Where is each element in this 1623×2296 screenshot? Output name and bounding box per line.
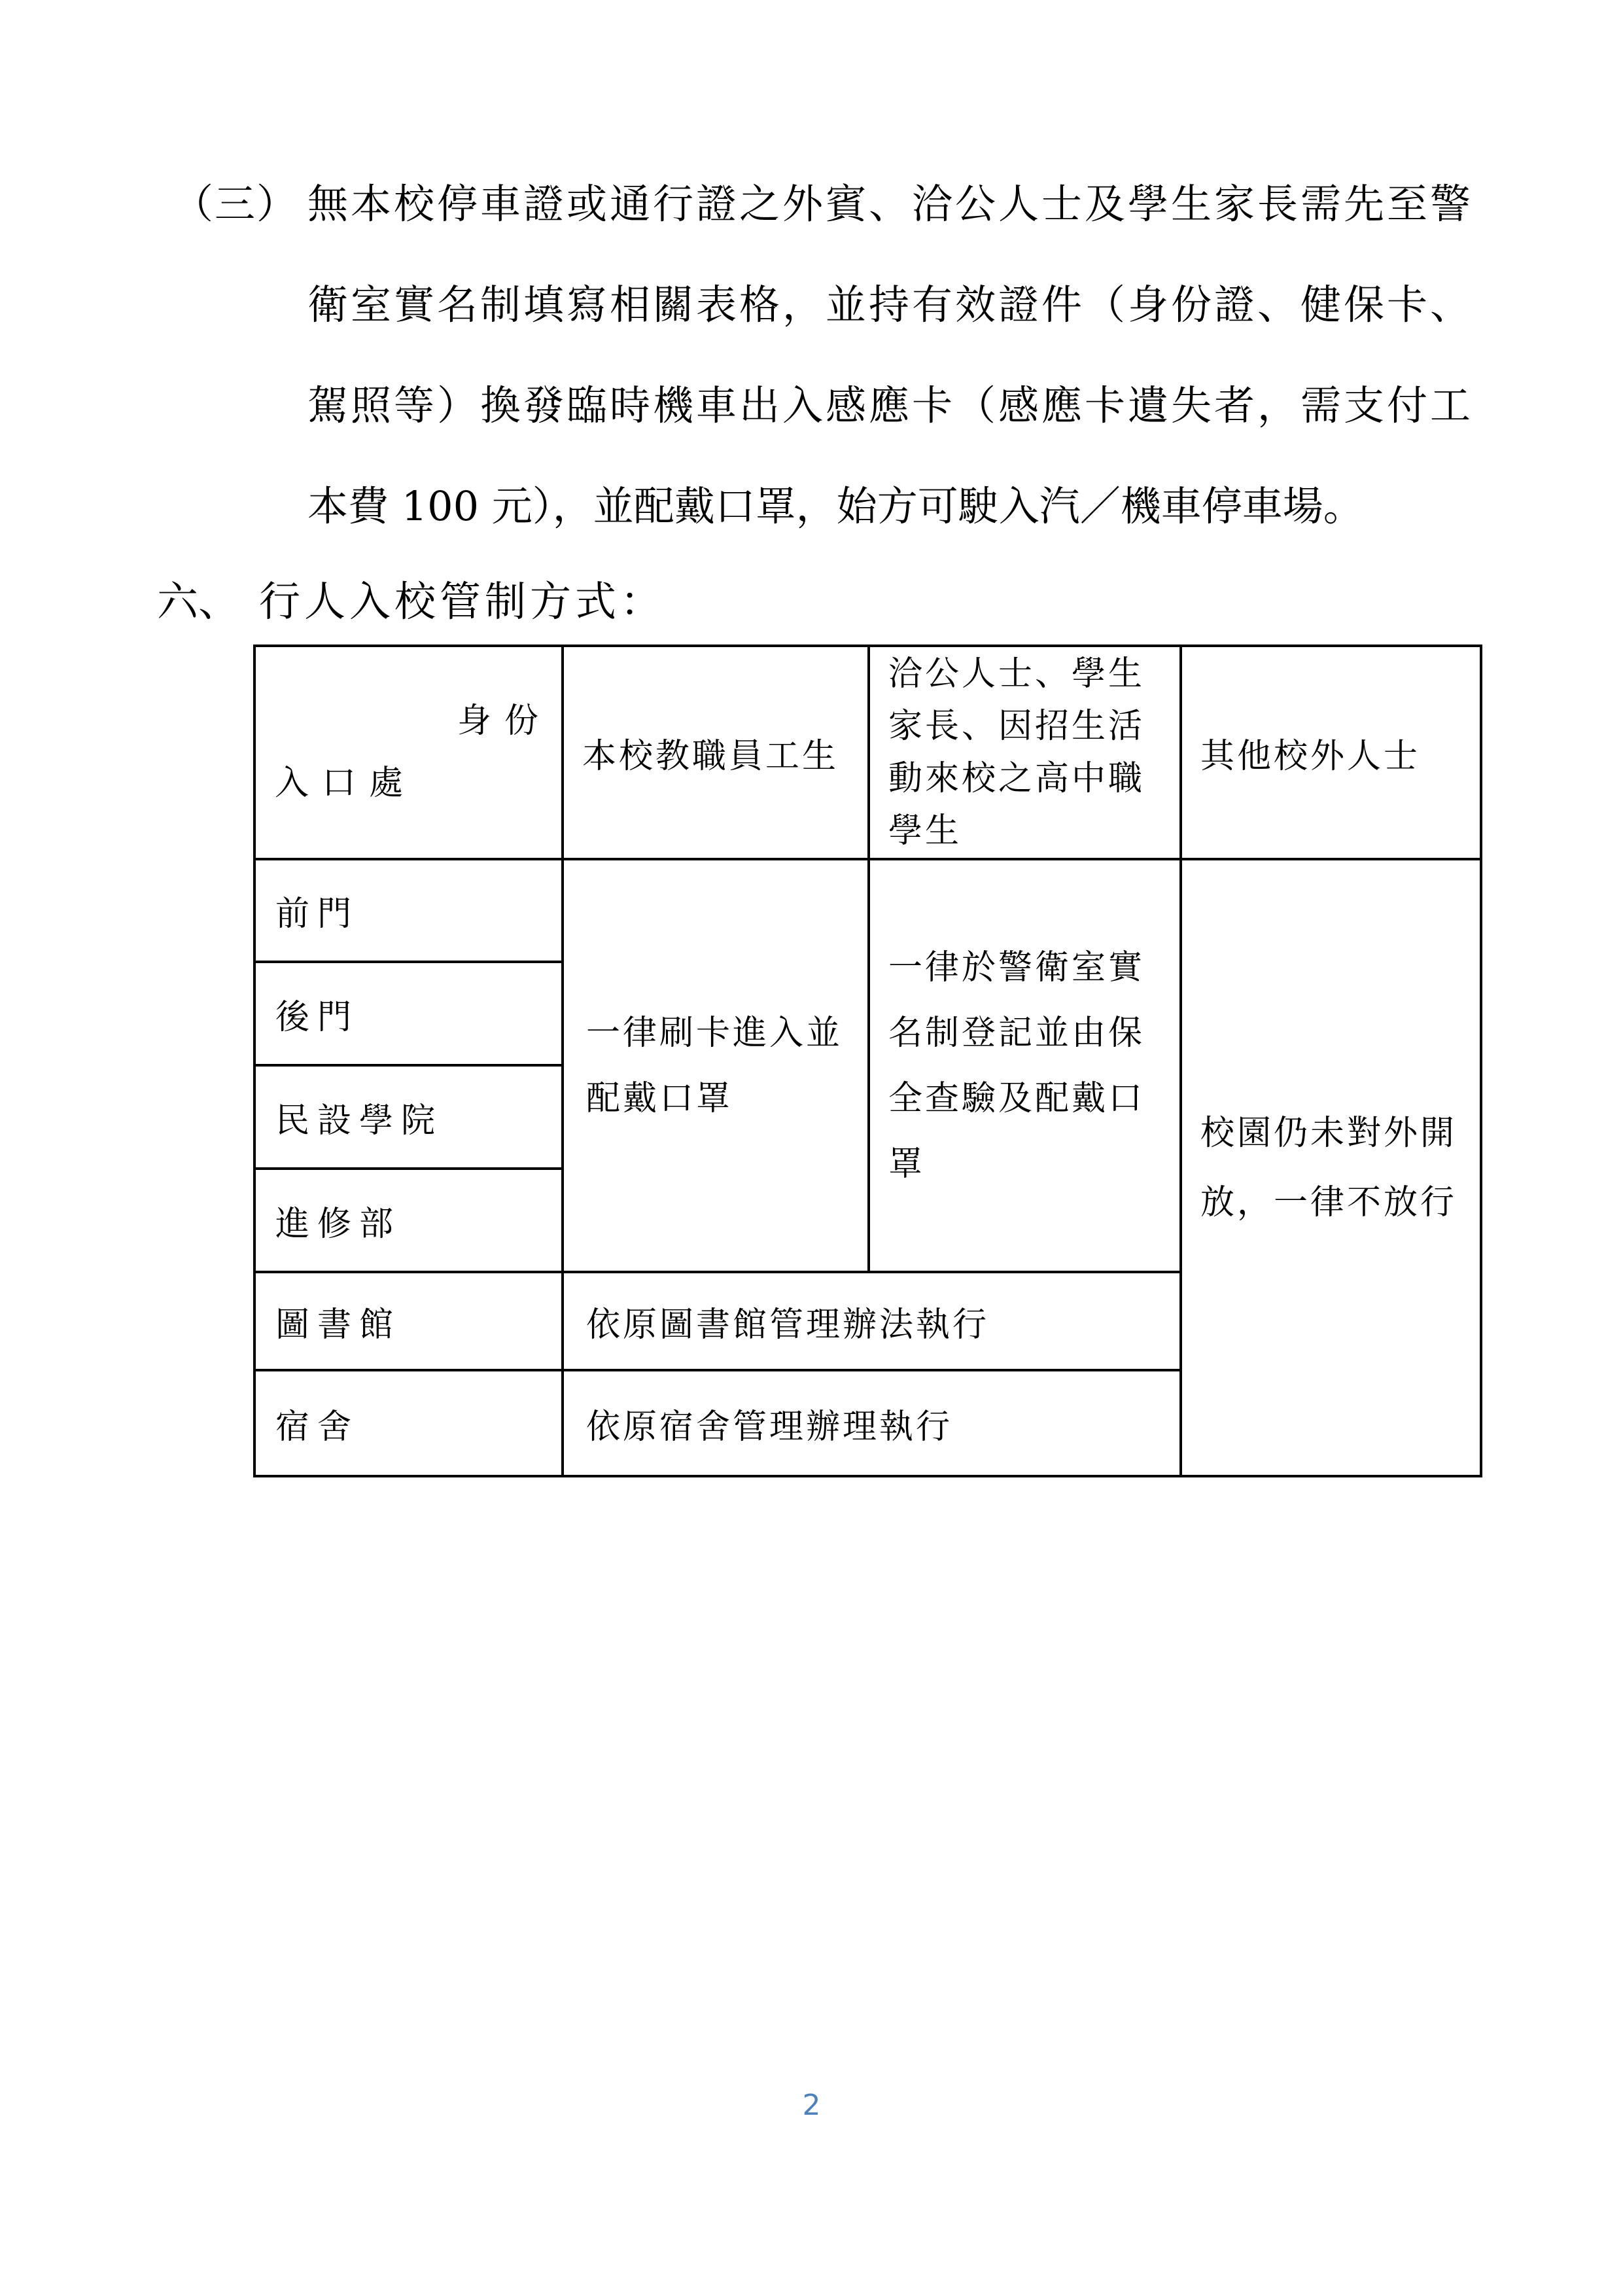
row-label-continuing-education: 進修部 [254,1169,563,1272]
table-row-front-gate [254,859,1481,962]
header-identity-label: 身份 [457,701,551,741]
header-outsiders-cell: 其他校外人士 [1181,646,1481,859]
paragraph-body [307,154,1471,557]
policy-staff-cell: 一律刷卡進入並配戴口罩 [563,859,869,1272]
table-header-row [254,646,1481,859]
page-footer [0,2089,1623,2122]
header-entrance-label: 入口處 [275,764,417,803]
policy-dormitory-cell: 依原宿舍管理辦理執行 [563,1370,1181,1476]
row-label-library: 圖書館 [254,1272,563,1370]
header-staff-cell: 本校教職員工生 [563,646,869,859]
paragraph-line-2: 衛室實名制填寫相關表格，並持有效證件（身份證、健保卡、 [307,281,1471,328]
policy-visitors-cell: 一律於警衛室實名制登記並由保全查驗及配戴口罩 [869,859,1181,1272]
policy-library-cell: 依原圖書館管理辦法執行 [563,1272,1181,1370]
row-label-front-gate: 前門 [254,859,563,962]
row-label-back-gate: 後門 [254,962,563,1065]
section-heading [157,552,665,652]
section-title: 行人入校管制方式： [259,578,665,626]
paragraph-item-marker: （三） [173,180,299,228]
page-number: 2 [802,2089,821,2122]
entry-control-table [253,645,1482,1477]
policy-outsiders-cell: 校園仍未對外開放，一律不放行 [1181,859,1481,1476]
row-label-dormitory: 宿舍 [254,1370,563,1476]
header-visitors-cell: 洽公人士、學生家長、因招生活動來校之高中職學生 [869,646,1181,859]
row-label-minshe-college: 民設學院 [254,1065,563,1169]
section-number: 六、 [157,578,239,626]
header-corner-cell [254,646,563,859]
paragraph-line-4: 本費 100 元），並配戴口罩，始方可駛入汽／機車停車場。 [307,482,1364,530]
paragraph-line-1: 無本校停車證或通行證之外賓、洽公人士及學生家長需先至警 [307,180,1471,228]
paragraph-line-3: 駕照等）換發臨時機車出入感應卡（感應卡遺失者，需支付工 [307,381,1471,429]
